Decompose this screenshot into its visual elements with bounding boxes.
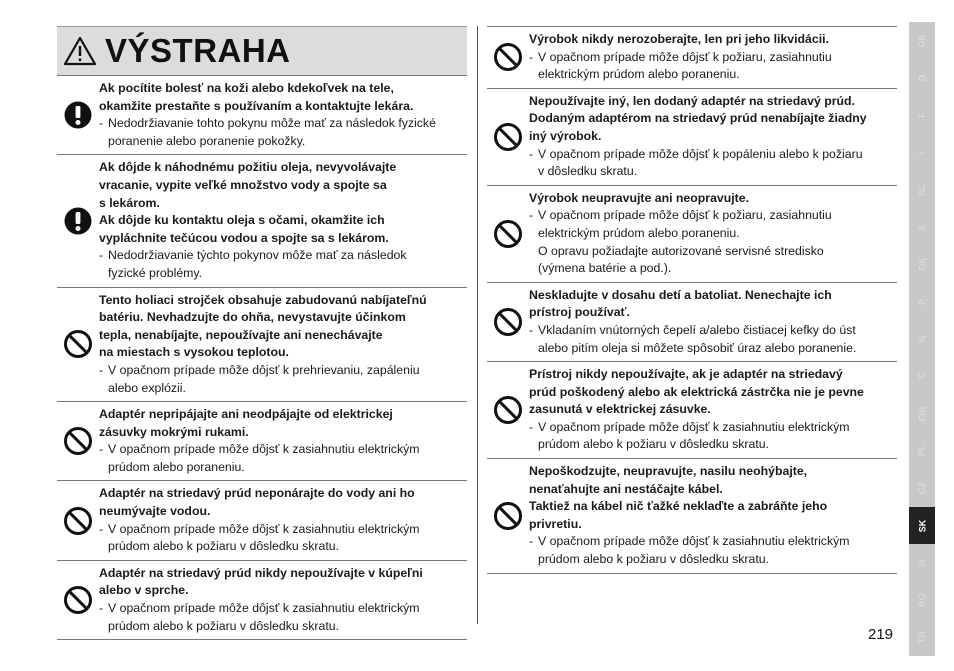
note-dash: - <box>529 146 534 161</box>
note-line: prúdom alebo k požiaru v dôsledku skratu. <box>538 552 770 567</box>
warning-item <box>57 481 467 560</box>
prohibition-icon <box>487 31 529 84</box>
language-tab-dk[interactable] <box>909 246 935 283</box>
warning-triangle-icon <box>63 36 97 66</box>
warning-heading-line: tepla, nenabíjajte, nepoužívajte ani nenechávajte <box>99 327 383 342</box>
warning-heading-line: neumývajte vodou. <box>99 504 211 519</box>
prohibition-icon <box>487 463 529 569</box>
warning-note <box>99 521 467 556</box>
left-warning-list <box>57 75 467 640</box>
note-line: Nedodržiavanie tohto pokynu môže mať za následok fyzické <box>108 116 436 131</box>
page-title: VÝSTRAHA <box>105 32 291 69</box>
note-line: V opačnom prípade môže dôjsť k zasiahnutiu elektrickým <box>108 601 420 616</box>
warning-text <box>529 93 897 181</box>
warning-heading-line: na miestach s vysokou teplotou. <box>99 345 289 360</box>
warning-item <box>57 402 467 481</box>
language-tab-n[interactable] <box>909 320 935 357</box>
right-warning-list <box>487 26 897 574</box>
warning-title-bar <box>57 26 467 75</box>
prohibition-icon <box>487 366 529 454</box>
warning-heading-line: prúd poškodený alebo ak elektrická zástrčka nie je pevne <box>529 384 864 399</box>
note-text <box>108 115 467 150</box>
warning-text <box>529 31 897 84</box>
warning-text <box>99 485 467 555</box>
warning-heading-line: Adaptér nepripájajte ani neodpájajte od elektrickej <box>99 407 393 422</box>
note-line: V opačnom prípade môže dôjsť k požiaru, zasiahnutiu <box>538 49 832 64</box>
warning-item <box>487 362 897 459</box>
note-text <box>538 146 897 181</box>
note-line: V opačnom prípade môže dôjsť k požiaru, zasiahnutiu <box>538 208 832 223</box>
note-dash: - <box>529 208 534 223</box>
warning-heading-line: Ak dôjde ku kontaktu oleja s očami, okamžite ich <box>99 213 385 228</box>
note-line: prúdom alebo k požiaru v dôsledku skratu. <box>108 539 340 554</box>
language-tab-label: H <box>917 559 927 567</box>
warning-item <box>487 26 897 89</box>
language-tab-s[interactable] <box>909 358 935 395</box>
warning-note <box>529 322 897 357</box>
note-text <box>538 419 897 454</box>
note-dash: - <box>99 442 104 457</box>
right-column <box>487 26 897 574</box>
warning-text <box>99 80 467 150</box>
language-tabs <box>909 22 935 656</box>
language-tab-label: GB <box>916 34 927 48</box>
warning-heading-line: Nepoškodzujte, neupravujte, nasilu neohýbajte, <box>529 464 808 479</box>
language-tab-gb[interactable] <box>909 22 935 59</box>
warning-heading-line: vracanie, vypite veľké množstvo vody a spojte sa <box>99 177 387 192</box>
note-text <box>108 521 467 556</box>
warning-text <box>529 190 897 278</box>
warning-heading-line: Neskladujte v dosahu detí a batoliat. Nenechajte ich <box>529 287 832 302</box>
warning-heading-line: nenaťahujte ani nestáčajte kábel. <box>529 481 723 496</box>
language-tab-h[interactable] <box>909 544 935 581</box>
note-text <box>538 533 897 568</box>
page-number: 219 <box>868 626 894 643</box>
warning-heading-line: prístroj používať. <box>529 305 630 320</box>
warning-item <box>57 288 467 403</box>
language-tab-label: NL <box>916 184 927 196</box>
warning-text <box>529 287 897 357</box>
prohibition-icon <box>57 292 99 398</box>
warning-extra-line: O opravu požiadajte autorizované servisné stredisko <box>538 243 824 258</box>
warning-item <box>487 459 897 574</box>
note-line: prúdom alebo poraneniu. <box>108 459 245 474</box>
warning-heading-line: Ak dôjde k náhodnému požitiu oleja, nevyvolávajte <box>99 160 397 175</box>
language-tab-label: D <box>917 74 927 82</box>
warning-note <box>529 533 897 568</box>
warning-heading-line: Výrobok neupravujte ani neopravujte. <box>529 190 750 205</box>
mandatory-exclamation-icon <box>57 159 99 282</box>
language-tab-sk[interactable] <box>909 507 935 544</box>
note-dash: - <box>99 362 104 377</box>
warning-note <box>529 146 897 181</box>
warning-text <box>99 406 467 476</box>
language-tab-label: S <box>916 373 927 380</box>
warning-heading-line: Adaptér na striedavý prúd nikdy nepoužívajte v kúpeľni <box>99 565 423 580</box>
warning-heading-line: zásuvky mokrými rukami. <box>99 424 249 439</box>
warning-heading-line: Prístroj nikdy nepoužívajte, ak je adaptér na striedavý <box>529 367 843 382</box>
language-tab-label: N <box>917 335 927 343</box>
warning-note <box>99 600 467 635</box>
warning-extra-line: (výmena batérie a pod.). <box>538 261 672 276</box>
prohibition-icon <box>57 485 99 555</box>
warning-heading-line: batériu. Nevhadzujte do ohňa, nevystavujte účinkom <box>99 310 406 325</box>
note-text <box>538 322 897 357</box>
language-tab-label: F <box>917 112 927 118</box>
prohibition-icon <box>487 190 529 278</box>
note-line: Nedodržiavanie týchto pokynov môže mať za následok <box>108 248 407 263</box>
note-text <box>538 207 897 242</box>
warning-heading-line: Adaptér na striedavý prúd neponárajte do vody ani ho <box>99 486 415 501</box>
warning-text <box>99 292 467 398</box>
note-line: V opačnom prípade môže dôjsť k zasiahnutiu elektrickým <box>538 419 850 434</box>
warning-note <box>99 441 467 476</box>
note-line: V opačnom prípade môže dôjsť k zasiahnutiu elektrickým <box>108 521 420 536</box>
language-tab-label: CZ <box>917 482 927 495</box>
note-line: v dôsledku skratu. <box>538 164 638 179</box>
warning-heading-line: vypláchnite tečúcou vodou a spojte sa s lekárom. <box>99 230 389 245</box>
prohibition-icon <box>487 287 529 357</box>
note-line: V opačnom prípade môže dôjsť k prehrievaniu, zapáleniu <box>108 362 420 377</box>
column-divider <box>477 26 478 624</box>
language-tab-e[interactable] <box>909 208 935 245</box>
note-dash: - <box>99 248 104 263</box>
note-line: alebo pitím oleja si môžete spôsobiť úraz alebo poranenie. <box>538 340 857 355</box>
language-tab-tr[interactable] <box>909 619 935 656</box>
note-line: elektrickým prúdom alebo poraneniu. <box>538 67 740 82</box>
language-tab-label: FIN <box>917 406 927 421</box>
language-tab-pl[interactable] <box>909 432 935 469</box>
note-line: V opačnom prípade môže dôjsť k zasiahnutiu elektrickým <box>538 534 850 549</box>
prohibition-icon <box>487 93 529 181</box>
note-text <box>538 49 897 84</box>
note-text <box>108 441 467 476</box>
note-line: poranenie alebo poranenie pokožky. <box>108 133 306 148</box>
language-tab-ro[interactable] <box>909 581 935 618</box>
language-tab-fin[interactable] <box>909 395 935 432</box>
note-dash: - <box>529 419 534 434</box>
note-line: prúdom alebo k požiaru v dôsledku skratu. <box>108 618 340 633</box>
language-tab-label: PL <box>916 445 927 457</box>
warning-text <box>99 565 467 635</box>
note-line: V opačnom prípade môže dôjsť k zasiahnutiu elektrickým <box>108 442 420 457</box>
language-tab-i[interactable] <box>909 134 935 171</box>
warning-heading-line: Výrobok nikdy nerozoberajte, len pri jeho likvidácii. <box>529 32 829 46</box>
language-tab-label: P <box>916 298 927 305</box>
warning-item <box>487 283 897 362</box>
left-column <box>57 26 467 640</box>
warning-heading-line: s lekárom. <box>99 195 160 210</box>
language-tab-label: E <box>916 224 927 231</box>
warning-text <box>529 366 897 454</box>
warning-heading-line: Nepoužívajte iný, len dodaný adaptér na striedavý prúd. <box>529 93 855 108</box>
language-tab-cz[interactable] <box>909 470 935 507</box>
warning-heading-line: iný výrobok. <box>529 128 602 143</box>
language-tab-p[interactable] <box>909 283 935 320</box>
note-line: Vkladaním vnútorných čepelí a/alebo čistiacej kefky do úst <box>538 322 856 337</box>
note-dash: - <box>99 601 104 616</box>
warning-note <box>99 115 467 150</box>
warning-heading-line: okamžite prestaňte s používaním a kontaktujte lekára. <box>99 98 414 113</box>
note-dash: - <box>99 521 104 536</box>
language-tab-label: SK <box>916 519 927 532</box>
mandatory-exclamation-icon <box>57 80 99 150</box>
warning-note <box>99 362 467 397</box>
warning-text <box>99 159 467 282</box>
warning-item <box>487 89 897 186</box>
note-dash: - <box>529 322 534 337</box>
warning-note <box>99 247 467 282</box>
language-tab-label: I <box>916 151 927 154</box>
note-dash: - <box>529 49 534 64</box>
warning-heading-line: alebo v sprche. <box>99 583 189 598</box>
language-tab-f[interactable] <box>909 97 935 134</box>
note-line: elektrickým prúdom alebo poraneniu. <box>538 225 740 240</box>
prohibition-icon <box>57 406 99 476</box>
warning-note <box>529 419 897 454</box>
note-text <box>108 247 467 282</box>
language-tab-nl[interactable] <box>909 171 935 208</box>
warning-item <box>487 186 897 283</box>
note-line: V opačnom prípade môže dôjsť k popáleniu alebo k požiaru <box>538 146 863 161</box>
warning-item <box>57 155 467 287</box>
language-tab-label: TR <box>917 631 927 644</box>
note-dash: - <box>529 534 534 549</box>
warning-heading-line: Tento holiaci strojček obsahuje zabudovanú nabíjateľnú <box>99 292 427 307</box>
prohibition-icon <box>57 565 99 635</box>
warning-heading-line: privretiu. <box>529 516 582 531</box>
warning-heading-line: zasunutá v elektrickej zásuvke. <box>529 402 711 417</box>
note-dash: - <box>99 116 104 131</box>
note-text <box>108 600 467 635</box>
warning-item <box>57 561 467 640</box>
warning-note <box>529 49 897 84</box>
warning-note <box>529 207 897 242</box>
language-tab-label: DK <box>916 258 927 271</box>
warning-heading-line: Dodaným adaptérom na striedavý prúd nenabíjajte žiadny <box>529 111 867 126</box>
note-line: prúdom alebo k požiaru v dôsledku skratu. <box>538 437 770 452</box>
warning-item <box>57 75 467 155</box>
warning-heading-line: Ak pocítite bolesť na koži alebo kdekoľvek na tele, <box>99 81 394 95</box>
warning-text <box>529 463 897 569</box>
note-line: fyzické problémy. <box>108 265 203 280</box>
language-tab-label: RO <box>917 593 927 607</box>
note-text <box>108 362 467 397</box>
note-line: alebo explózii. <box>108 380 186 395</box>
warning-heading-line: Taktiež na kábel nič ťažké neklaďte a zabráňte jeho <box>529 499 828 514</box>
language-tab-d[interactable] <box>909 59 935 96</box>
